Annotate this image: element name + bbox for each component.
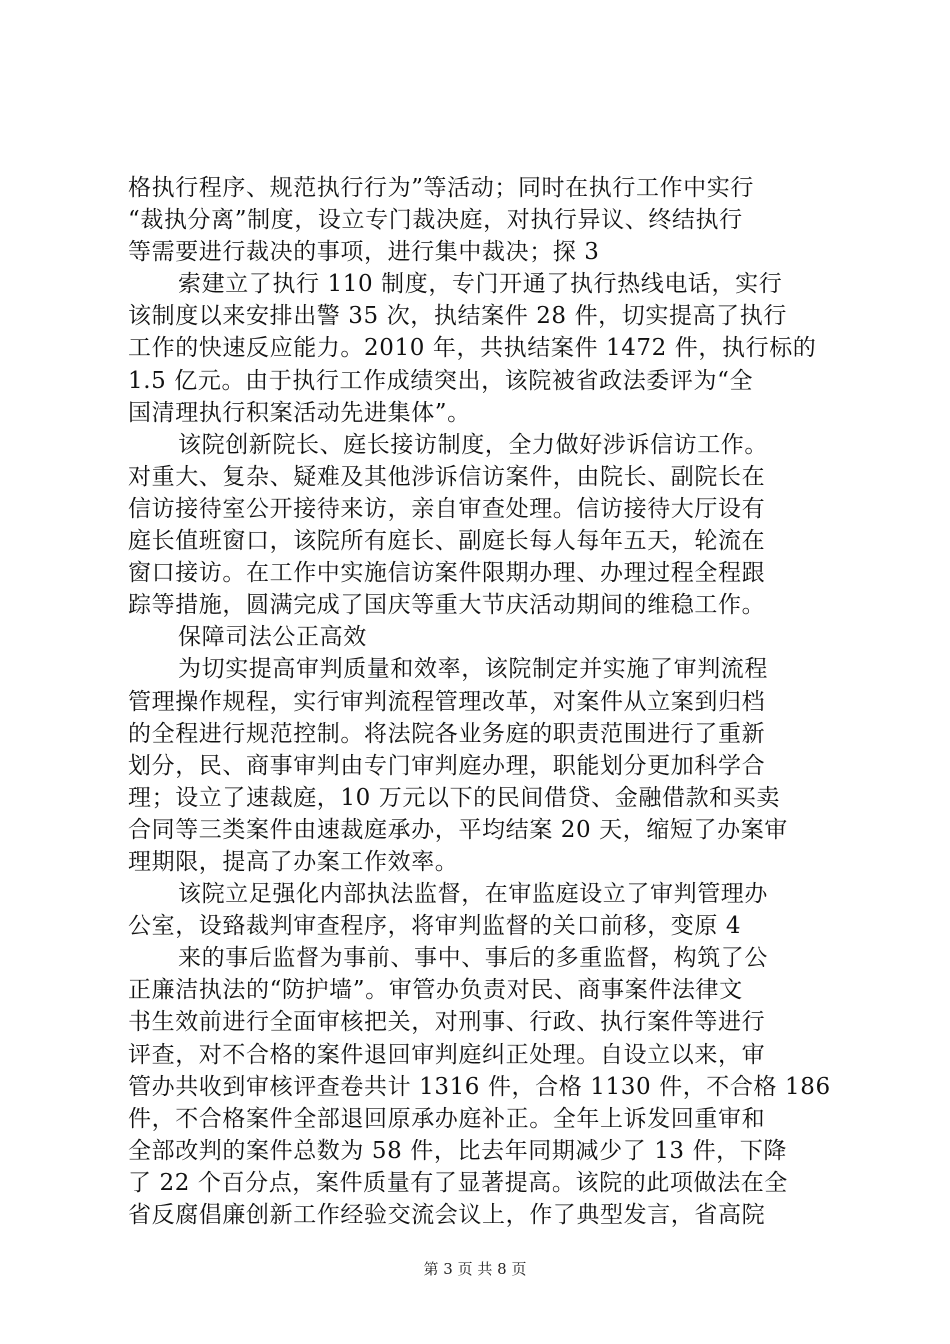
text-line: 评查，对不合格的案件退回审判庭纠正处理。自设立以来，审 xyxy=(128,1041,766,1068)
text-line: 庭长值班窗口，该院所有庭长、副庭长每人每年五天，轮流在 xyxy=(128,528,766,555)
text-line: 件，不合格案件全部退回原承办庭补正。全年上诉发回重审和 xyxy=(128,1105,766,1132)
text-line: 合同等三类案件由速裁庭承办，平均结案 20 天，缩短了办案审 xyxy=(128,816,788,843)
text-line: 格执行程序、规范执行行为”等活动；同时在执行工作中实行 xyxy=(128,175,754,201)
text-line: 来的事后监督为事前、事中、事后的多重监督，构筑了公 xyxy=(178,945,768,972)
text-line: “裁执分离”制度，设立专门裁决庭，对执行异议、终结执行 xyxy=(128,207,743,234)
text-line: 公室，设臵裁判审查程序，将审判监督的关口前移，变原 4 xyxy=(128,913,742,940)
text-line: 信访接待室公开接待来访，亲自审查处理。信访接待大厅设有 xyxy=(128,495,766,522)
text-line: 该制度以来安排出警 35 次，执结案件 28 件，切实提高了执行 xyxy=(128,303,787,330)
document-body xyxy=(128,172,836,1231)
text-line: 国清理执行积案活动先进集体”。 xyxy=(128,399,471,426)
text-line: 管理操作规程，实行审判流程管理改革，对案件从立案到归档 xyxy=(128,688,766,715)
text-line: 理期限，提高了办案工作效率。 xyxy=(128,848,459,875)
text-line: 保障司法公正高效 xyxy=(178,624,367,651)
text-line: 了 22 个百分点，案件质量有了显著提高。该院的此项做法在全 xyxy=(128,1169,788,1196)
text-line: 全部改判的案件总数为 58 件，比去年同期减少了 13 件，下降 xyxy=(128,1137,787,1164)
text-line: 为切实提高审判质量和效率，该院制定并实施了审判流程 xyxy=(178,656,768,683)
text-line: 划分，民、商事审判由专门审判庭办理，职能划分更加科学合 xyxy=(128,752,766,779)
text-line: 省反腐倡廉创新工作经验交流会议上，作了典型发言，省高院 xyxy=(128,1202,766,1228)
text-line: 理；设立了速裁庭，10 万元以下的民间借贷、金融借款和买卖 xyxy=(128,784,780,811)
text-line: 等需要进行裁决的事项，进行集中裁决；探 3 xyxy=(128,239,600,266)
text-line: 1.5 亿元。由于执行工作成绩突出，该院被省政法委评为“全 xyxy=(128,367,754,394)
text-line: 对重大、复杂、疑难及其他涉诉信访案件，由院长、副院长在 xyxy=(128,463,766,490)
text-line: 踪等措施，圆满完成了国庆等重大节庆活动期间的维稳工作。 xyxy=(128,592,766,619)
text-line: 管办共收到审核评查卷共计 1316 件，合格 1130 件，不合格 186 xyxy=(128,1073,831,1100)
text-line: 书生效前进行全面审核把关，对刑事、行政、执行案件等进行 xyxy=(128,1009,766,1036)
page-footer: 第 3 页 共 8 页 xyxy=(423,1260,527,1278)
text-line: 的全程进行规范控制。将法院各业务庭的职责范围进行了重新 xyxy=(128,720,766,747)
text-line: 索建立了执行 110 制度，专门开通了执行热线电话，实行 xyxy=(178,271,783,298)
text-line: 该院立足强化内部执法监督，在审监庭设立了审判管理办 xyxy=(178,881,768,908)
text-line: 窗口接访。在工作中实施信访案件限期办理、办理过程全程跟 xyxy=(128,560,766,587)
text-line: 正廉洁执法的“防护墙”。审管办负责对民、商事案件法律文 xyxy=(128,977,743,1004)
text-line: 该院创新院长、庭长接访制度，全力做好涉诉信访工作。 xyxy=(178,431,768,458)
text-line: 工作的快速反应能力。2010 年，共执结案件 1472 件，执行标的 xyxy=(128,335,817,362)
